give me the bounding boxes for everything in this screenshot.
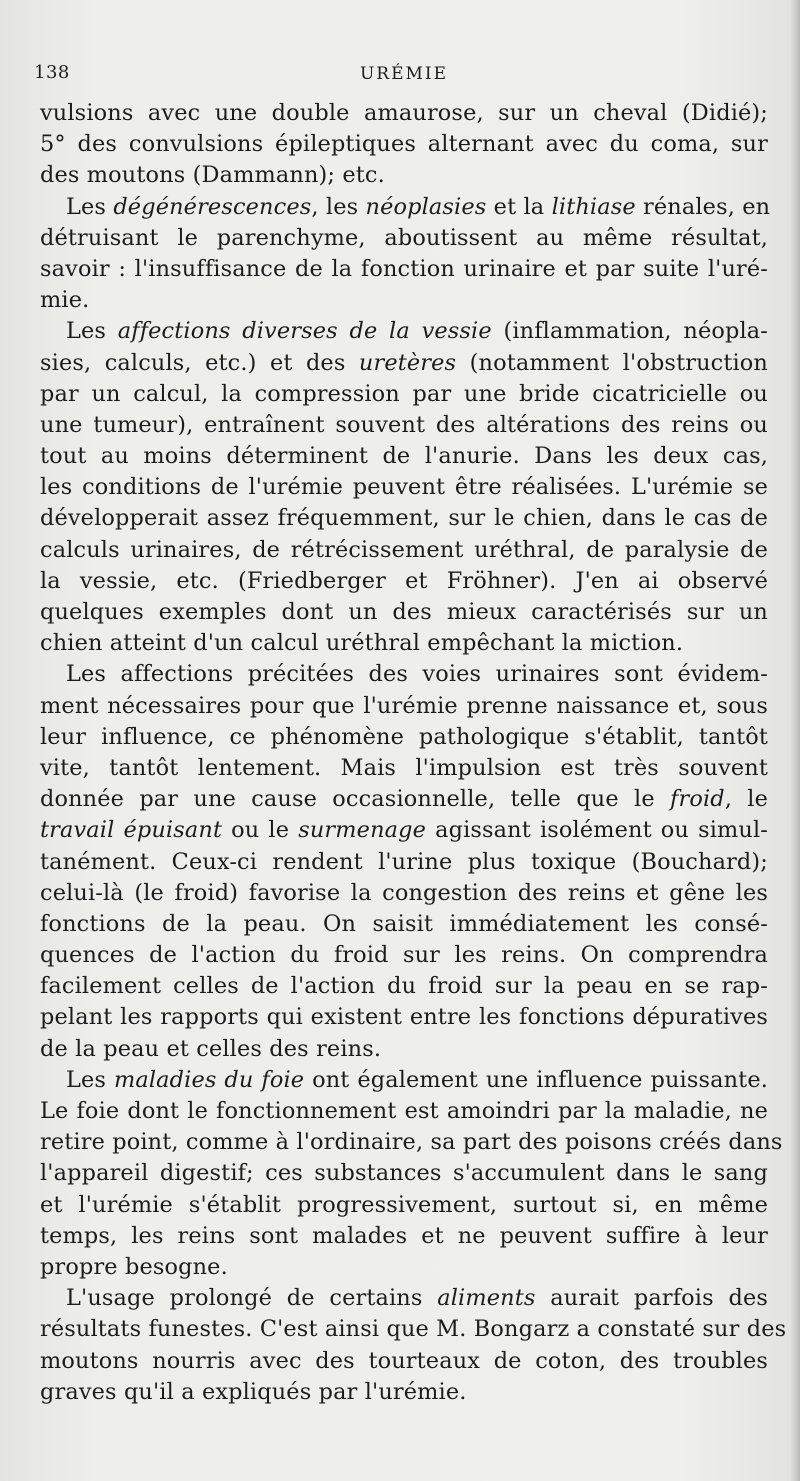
- text-line: Les affections diverses de la vessie (inflammation, néopla-: [66, 318, 768, 345]
- text-line: temps, les reins sont malades et ne peuvent suffire à leur: [40, 1222, 768, 1249]
- italic-term: affections diverses de la vessie: [117, 318, 492, 345]
- text-line: Les dégénérescences, les néoplasies et la lithiase rénales, en: [66, 193, 771, 220]
- italic-term: uretères: [358, 349, 457, 376]
- text-line: Les maladies du foie ont également une influence puissante.: [66, 1066, 769, 1093]
- page-edge-shadow: [790, 0, 800, 1481]
- text-line: savoir : l'insuffisance de la fonction urinaire et par suite l'uré-: [40, 255, 768, 282]
- italic-term: surmenage: [298, 817, 427, 844]
- text-line: calculs urinaires, de rétrécissement uréthral, de paralysie de: [40, 536, 768, 563]
- text-line: L'usage prolongé de certains aliments aurait parfois des: [66, 1285, 768, 1312]
- text-line: la vessie, etc. (Friedberger et Fröhner). J'en ai observé: [40, 567, 768, 594]
- text-line: quelques exemples dont un des mieux caractérisés sur un: [40, 599, 768, 625]
- text-line: donnée par une cause occasionnelle, telle que le froid, le: [40, 786, 768, 813]
- italic-term: maladies du foie: [113, 1066, 305, 1093]
- text-line: détruisant le parenchyme, aboutissent au même résultat,: [40, 224, 768, 251]
- text-line: pelant les rapports qui existent entre les fonctions dépuratives: [40, 1004, 768, 1031]
- italic-term: lithiase: [551, 193, 636, 220]
- page-number: 138: [34, 62, 70, 83]
- text-line: l'appareil digestif; ces substances s'accumulent dans le sang: [40, 1160, 768, 1187]
- text-line: 5° des convulsions épileptiques alternant avec du coma, sur: [40, 131, 768, 158]
- text-line: vulsions avec une double amaurose, sur un cheval (Didié);: [40, 100, 768, 126]
- text-line: ment nécessaires pour que l'urémie prenne naissance et, sous: [40, 692, 768, 719]
- text-line: mie.: [40, 287, 90, 314]
- text-line: les conditions de l'urémie peuvent être réalisées. L'urémie se: [40, 474, 768, 501]
- text-line: Le foie dont le fonctionnement est amoindri par la maladie, ne: [40, 1098, 768, 1124]
- italic-term: froid: [670, 786, 725, 813]
- text-line: Les affections précitées des voies urinaires sont évidem-: [66, 661, 768, 688]
- text-line: tout au moins déterminent de l'anurie. Dans les deux cas,: [40, 443, 768, 470]
- text-line: graves qu'il a expliqués par l'urémie.: [40, 1378, 467, 1405]
- text-line: tanément. Ceux-ci rendent l'urine plus toxique (Bouchard);: [40, 848, 768, 875]
- text-line: quences de l'action du froid sur les reins. On comprendra: [40, 942, 768, 969]
- running-title: URÉMIE: [359, 64, 449, 84]
- text-line: par un calcul, la compression par une bride cicatricielle ou: [40, 380, 768, 407]
- text-line: travail épuisant ou le surmenage agissant isolément ou simul-: [40, 817, 768, 844]
- text-line: une tumeur), entraînent souvent des altérations des reins ou: [40, 411, 768, 438]
- text-line: propre besogne.: [40, 1253, 228, 1280]
- text-line: sies, calculs, etc.) et des uretères (notamment l'obstruction: [40, 349, 768, 376]
- body-text: [40, 98, 787, 1408]
- text-line: leur influence, ce phénomène pathologique s'établit, tantôt: [40, 723, 768, 750]
- italic-term: dégénérescences: [113, 193, 312, 220]
- page-header: [34, 62, 774, 88]
- text-line: résultats funestes. C'est ainsi que M. Bongarz a constaté sur des: [40, 1316, 787, 1343]
- text-line: vite, tantôt lentement. Mais l'impulsion est très souvent: [40, 754, 768, 781]
- text-line: des moutons (Dammann); etc.: [40, 162, 385, 189]
- italic-term: néoplasies: [365, 193, 487, 220]
- text-line: fonctions de la peau. On saisit immédiatement les consé-: [40, 910, 768, 937]
- text-line: et l'urémie s'établit progressivement, surtout si, en même: [40, 1191, 768, 1218]
- text-line: chien atteint d'un calcul uréthral empêchant la miction.: [40, 630, 684, 657]
- italic-term: aliments: [437, 1285, 536, 1312]
- text-line: facilement celles de l'action du froid sur la peau en se rap-: [40, 973, 768, 1000]
- text-line: retire point, comme à l'ordinaire, sa part des poisons créés dans: [40, 1129, 783, 1156]
- text-line: de la peau et celles des reins.: [40, 1035, 382, 1062]
- text-line: celui-là (le froid) favorise la congestion des reins et gêne les: [40, 879, 768, 906]
- text-line: moutons nourris avec des tourteaux de coton, des troubles: [40, 1347, 768, 1374]
- text-line: développerait assez fréquemment, sur le chien, dans le cas de: [40, 505, 768, 532]
- italic-term: travail épuisant: [40, 817, 223, 844]
